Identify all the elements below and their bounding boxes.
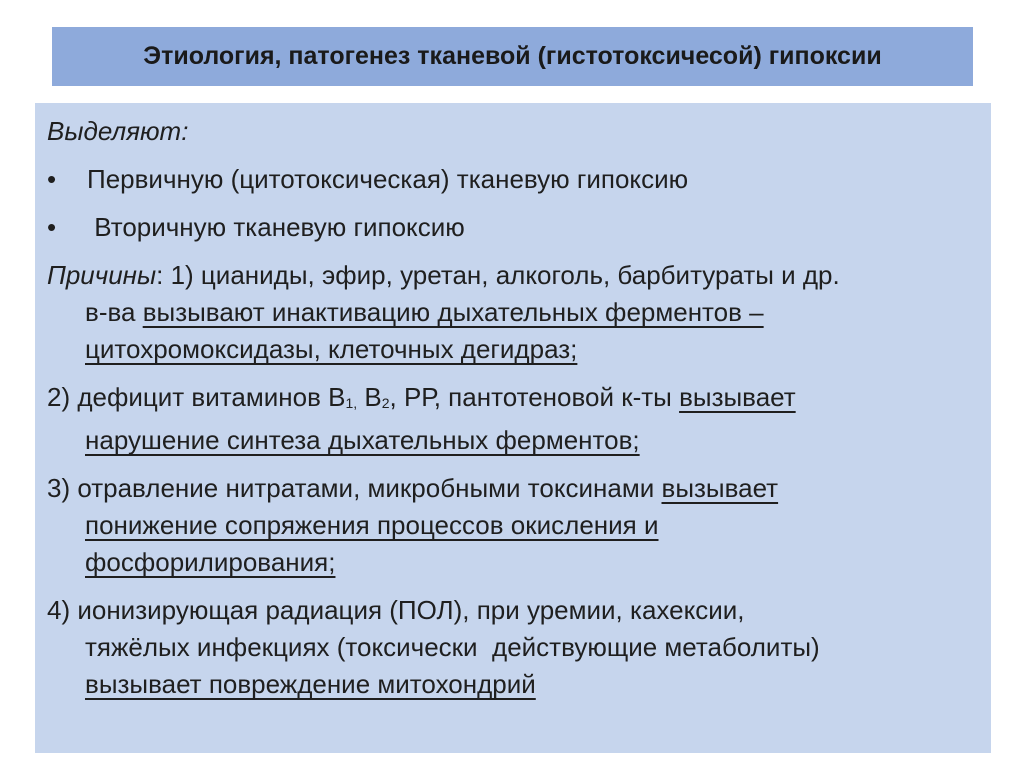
cause-3-line-1 [47,470,979,507]
cause-4-line-1: 4) ионизирующая радиация (ПОЛ), при уремии, кахексии, [47,595,745,625]
slide-title: Этиология, патогенез тканевой (гистотоксичесой) гипоксии [143,42,882,70]
cause-2-text-a: 2) дефицит витаминов В [47,382,346,412]
cause-3-effect-a: вызывает [661,473,779,503]
cause-2-sub-2: 2 [381,395,390,411]
cause-4-effect: вызывает повреждение митохондрий [85,669,536,699]
bullet-item-primary [47,161,979,198]
cause-2-effect-b: нарушение синтеза дыхательных ферментов; [85,425,640,455]
cause-1-line-2 [47,294,979,331]
bullet-marker: • [47,164,57,194]
cause-2-text-c: , РР, пантотеновой к-ты [389,382,680,412]
cause-3 [47,470,979,581]
cause-2-line-2 [47,422,979,459]
title-banner [52,27,973,86]
bullet-marker: • [47,212,57,242]
cause-2 [47,379,979,459]
bullet-item-secondary [47,209,979,246]
cause-1-effect-b: цитохромоксидазы, клеточных дегидраз; [85,334,578,364]
causes-label: Причины [47,260,157,290]
cause-2-effect-a: вызывает [679,382,796,412]
cause-3-line-2 [47,507,979,544]
cause-1-line-1 [47,257,979,294]
cause-3-line-3 [47,544,979,581]
bullet-text-secondary: Вторичную тканевую гипоксию [87,212,465,242]
cause-4-line-2: тяжёлых инфекциях (токсически действующие метаболиты) [85,632,820,662]
cause-1-effect-a: вызывают инактивацию дыхательных ферментов – [142,297,764,327]
cause-2-line-1 [47,379,979,422]
cause-1-plain: в-ва [85,297,143,327]
cause-4 [47,592,979,703]
cause-2-sub-1: 1, [345,395,358,411]
cause-1-text: : 1) цианиды, эфир, уретан, алкоголь, барбитураты и др. [156,260,840,290]
intro-text: Выделяют: [47,116,189,146]
cause-1-line-3 [47,331,979,368]
cause-1 [47,257,979,368]
bullet-text-primary: Первичную (цитотоксическая) тканевую гипоксию [87,164,689,194]
content-panel [35,103,991,753]
cause-2-text-b: В [357,382,382,412]
cause-3-effect-b: понижение сопряжения процессов окисления и [85,510,659,540]
cause-3-effect-c: фосфорилирования; [85,547,336,577]
cause-4-line-3 [47,666,979,703]
cause-3-text: 3) отравление нитратами, микробными токсинами [47,473,662,503]
